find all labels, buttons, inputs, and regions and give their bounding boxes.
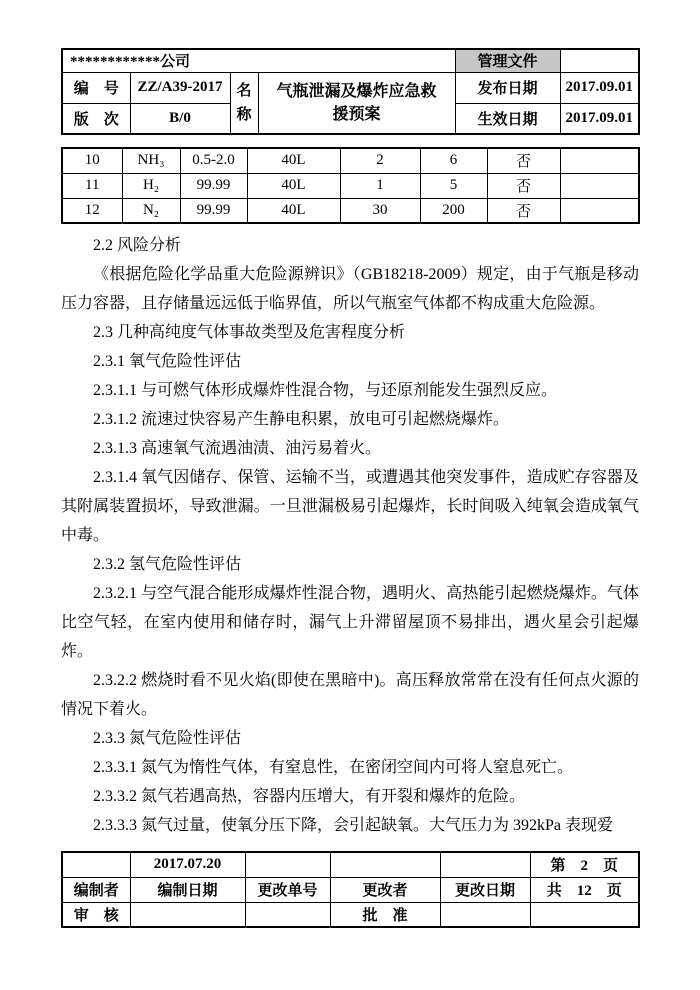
doc-number-label: 编 号 xyxy=(62,72,130,103)
body-paragraph: 2.3.1.1 与可燃气体形成爆炸性混合物，与还原剂能发生强烈反应。 xyxy=(93,382,558,399)
cylinder-volume: 40L xyxy=(247,148,340,173)
document-header-table xyxy=(61,48,640,135)
change-date-label: 更改日期 xyxy=(440,877,530,902)
major-hazard-flag: 否 xyxy=(487,198,560,223)
creation-date-label: 编制日期 xyxy=(130,877,245,902)
body-paragraph: 《根据危险化学品重大危险源辨识》（GB18218-2009）规定，由于气瓶是移动压力容器，且存储量远远低于临界值，所以气瓶室气体都不构成重大危险源。 xyxy=(61,266,639,312)
gas-formula: H₂ xyxy=(122,173,180,198)
gas-purity: 0.5-2.0 xyxy=(180,148,247,173)
quantity-2: 6 xyxy=(420,148,487,173)
quantity-1: 30 xyxy=(340,198,420,223)
doc-name-label xyxy=(230,72,258,134)
quantity-2: 5 xyxy=(420,173,487,198)
change-order-label: 更改单号 xyxy=(245,877,330,902)
effective-date-label: 生效日期 xyxy=(455,103,560,134)
body-paragraph: 2.3.1.3 高速氧气流遇油渍、油污易着火。 xyxy=(93,440,382,457)
body-paragraph: 2.3.3.2 氮气若遇高热，容器内压增大，有开裂和爆炸的危险。 xyxy=(93,788,526,805)
changer-label: 更改者 xyxy=(330,877,440,902)
body-paragraph: 2.3.3.1 氮气为惰性气体，有窒息性，在密闭空间内可将人窒息死亡。 xyxy=(93,759,574,776)
effective-date-value: 2017.09.01 xyxy=(560,103,639,134)
version-value: B/0 xyxy=(130,103,230,134)
gas-purity: 99.99 xyxy=(180,198,247,223)
footer-cell xyxy=(245,902,330,927)
footer-cell xyxy=(530,902,639,927)
footer-cell xyxy=(440,902,530,927)
cylinder-volume: 40L xyxy=(247,173,340,198)
gas-formula: NH₃ xyxy=(122,148,180,173)
author-label: 编制者 xyxy=(62,877,130,902)
quantity-1: 2 xyxy=(340,148,420,173)
footer-row xyxy=(62,902,639,927)
document-footer-table xyxy=(61,851,640,928)
body-paragraph: 2.3.1.4 氧气因储存、保管、运输不当，或遭遇其他突发事件，造成贮存容器及其附属装置损坏，导致泄漏。一旦泄漏极易引起爆炸，长时间吸入纯氧会造成氧气中毒。 xyxy=(61,469,639,544)
table-row xyxy=(62,148,639,173)
header-empty-cell xyxy=(560,49,639,72)
document-body xyxy=(61,231,639,840)
row-index: 10 xyxy=(62,148,122,173)
creation-date-value: 2017.07.20 xyxy=(130,852,245,877)
row-index: 12 xyxy=(62,198,122,223)
body-paragraph: 2.3.2.2 燃烧时看不见火焰(即使在黑暗中)。高压释放常常在没有任何点火源的情况下着火。 xyxy=(61,672,639,718)
total-pages: 共 12 页 xyxy=(530,877,639,902)
footer-cell xyxy=(130,902,245,927)
section-heading: 2.3.2 氢气危险性评估 xyxy=(93,556,242,573)
cylinder-volume: 40L xyxy=(247,198,340,223)
table-row xyxy=(62,198,639,223)
section-heading: 2.3.3 氮气危险性评估 xyxy=(93,730,242,747)
gas-formula: N₂ xyxy=(122,198,180,223)
empty-cell xyxy=(560,198,639,223)
approver-label: 批 准 xyxy=(330,902,440,927)
empty-cell xyxy=(560,148,639,173)
section-heading: 2.2 风险分析 xyxy=(93,237,182,254)
document-title: 气瓶泄漏及爆炸应急救援预案 xyxy=(258,72,455,134)
footer-cell xyxy=(62,852,130,877)
version-label: 版 次 xyxy=(62,103,130,134)
section-heading: 2.3.1 氧气危险性评估 xyxy=(93,353,242,370)
gas-cylinder-table xyxy=(61,147,640,224)
quantity-1: 1 xyxy=(340,173,420,198)
doc-number-value: ZZ/A39-2017 xyxy=(130,72,230,103)
table-row xyxy=(62,173,639,198)
footer-row xyxy=(62,877,639,902)
release-date-label: 发布日期 xyxy=(455,72,560,103)
footer-row xyxy=(62,852,639,877)
body-paragraph: 2.3.1.2 流速过快容易产生静电积累，放电可引起燃烧爆炸。 xyxy=(93,411,510,428)
footer-cell xyxy=(440,852,530,877)
body-paragraph: 2.3.3.3 氮气过量，使氧分压下降，会引起缺氧。大气压力为 392kPa 表现爱 xyxy=(93,817,614,834)
footer-cell xyxy=(330,852,440,877)
doc-name-label-top: 名 xyxy=(236,82,252,99)
row-index: 11 xyxy=(62,173,122,198)
gas-purity: 99.99 xyxy=(180,173,247,198)
major-hazard-flag: 否 xyxy=(487,148,560,173)
reviewer-label: 审 核 xyxy=(62,902,130,927)
major-hazard-flag: 否 xyxy=(487,173,560,198)
page-number: 第 2 页 xyxy=(530,852,639,877)
release-date-value: 2017.09.01 xyxy=(560,72,639,103)
section-heading: 2.3 几种高纯度气体事故类型及危害程度分析 xyxy=(93,324,406,341)
company-name: ************公司 xyxy=(62,49,455,72)
empty-cell xyxy=(560,173,639,198)
quantity-2: 200 xyxy=(420,198,487,223)
doc-name-label-bottom: 称 xyxy=(236,106,252,123)
body-paragraph: 2.3.2.1 与空气混合能形成爆炸性混合物，遇明火、高热能引起燃烧爆炸。气体比空气轻，在室内使用和储存时，漏气上升滞留屋顶不易排出，遇火星会引起爆炸。 xyxy=(61,585,639,660)
doc-type-badge: 管理文件 xyxy=(455,49,560,72)
footer-cell xyxy=(245,852,330,877)
